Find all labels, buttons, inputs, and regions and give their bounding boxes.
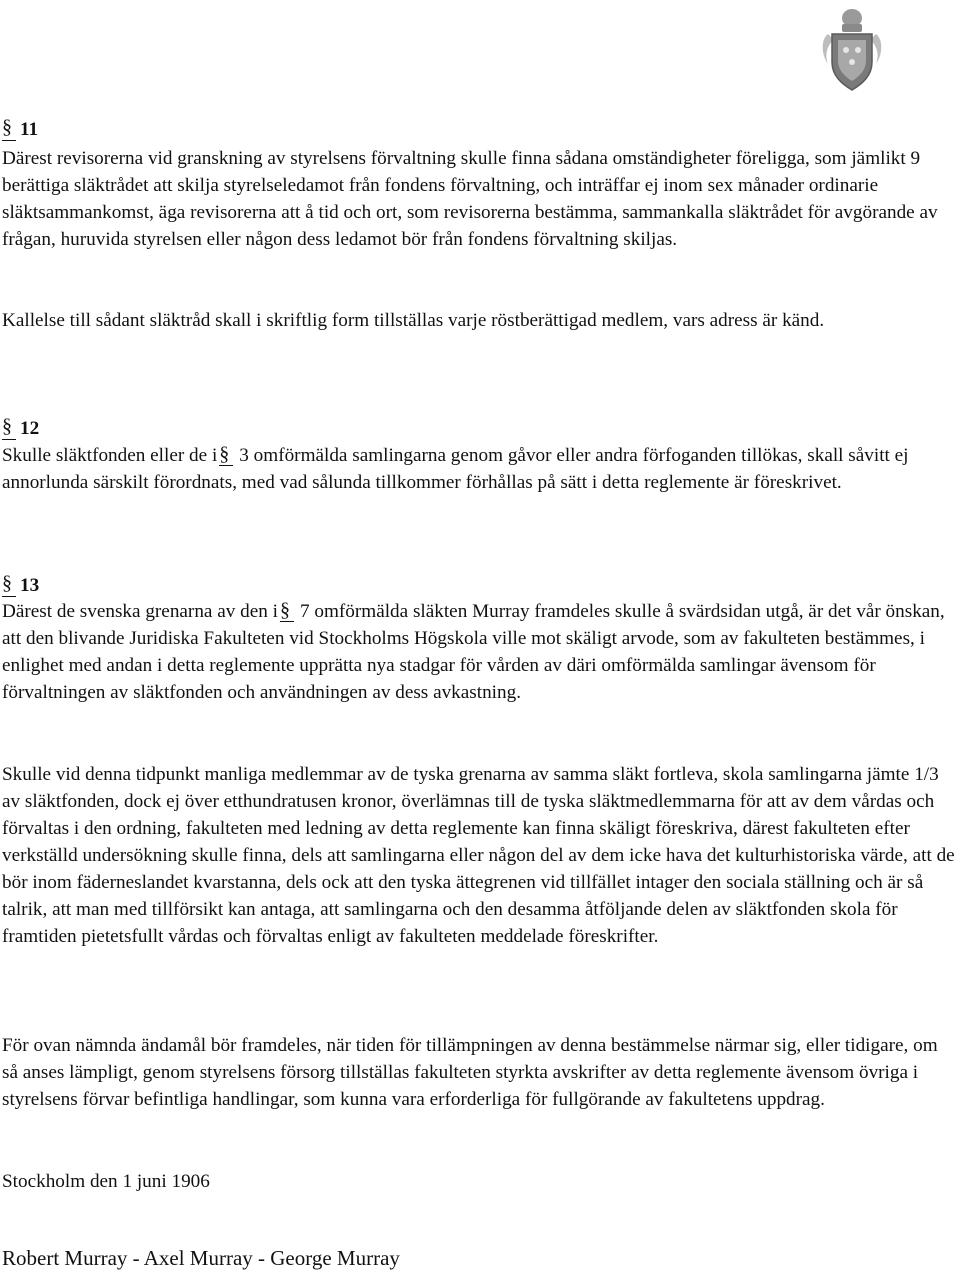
section-13-paragraph-1 bbox=[2, 598, 958, 706]
section-sign-icon bbox=[2, 117, 16, 139]
section-sign-icon bbox=[219, 445, 233, 465]
section-12-paragraph-1 bbox=[2, 442, 958, 496]
section-12-text-before: Skulle släktfonden eller de i bbox=[2, 445, 218, 466]
section-heading-13: §13 bbox=[2, 572, 39, 599]
section-12-text-after: 3 omförmälda samlingarna genom gåvor eller andra förfoganden tillökas, skall såvitt ej annorlunda särskilt förordnats, med vad sålunda tillkommer förhållas på sätt i detta reglemente är föreskrivet. bbox=[2, 445, 909, 493]
section-11-paragraph-2: Kallelse till sådant släktråd skall i skriftlig form tillställas varje röstberättigad medlem, vars adress är känd. bbox=[2, 310, 825, 331]
section-13-text-after: 7 omförmälda släkten Murray framdeles skulle å svärdsidan utgå, är det vår önskan, att den blivande Juridiska Fakulteten vid Stockholms Högskola ville mot skäligt arvode, som av fakulteten bestämmes, i enlighet med andan i detta reglemente upprätta nya stadgar för vården av däri omförmälda samlingar ävensom för förvaltningen av släktfonden och användningen av dess avkastning. bbox=[2, 601, 945, 703]
section-11-paragraph-1: Därest revisorerna vid granskning av styrelsens förvaltning skulle finna sådana omständigheter föreligga, som jämlikt 9 berättiga släktrådet att skilja styrelseledamot från fondens förvaltning, och inträffar ej inom sex månader ordinarie släktsammankomst, äga revisorerna att å tid och ort, som revisorerna bestämma, sammankalla släktrådet för avgörande av frågan, huruvida styrelsen eller någon dess ledamot bör från fondens förvaltning skiljas. bbox=[2, 148, 938, 250]
section-heading-12: §12 bbox=[2, 415, 39, 442]
section-13-paragraph-2: Skulle vid denna tidpunkt manliga medlemmar av de tyska grenarna av samma släkt fortleva, skola samlingarna jämte 1/3 av släktfonden, dock ej över etthundratusen kronor, överlämnas till de tyska släktmedlemmarna för att av dem vårdas och förvaltas i den ordning, fakulteten med ledning av detta reglemente kan finna skäligt föreskriva, därest fakulteten efter verkställd undersökning skulle finna, dels att samlingarna eller någon del av dem icke hava det kulturhistoriska värde, att de bör inom fäderneslandet kvarstanna, dels ock att den tyska ättegrenen vid tillfället intager den sociala ställning och är så talrik, att man med tillförsikt kan antaga, att samlingarna och den desamma åtföljande delen av släktfonden skola för framtiden pietetsfullt vårdas och förvaltas enligt av fakulteten meddelade föreskrifter. bbox=[2, 764, 955, 947]
section-sign-icon bbox=[280, 601, 294, 621]
section-sign-icon bbox=[2, 416, 16, 438]
place-date: Stockholm den 1 juni 1906 bbox=[2, 1171, 210, 1192]
section-13-paragraph-3: För ovan nämnda ändamål bör framdeles, när tiden för tillämpningen av denna bestämmelse närmar sig, eller tidigare, om så anses lämpligt, genom styrelsens försorg tillställas fakulteten styrkta avskrifter av detta reglemente ävensom övriga i styrelsens förvar befintliga handlingar, som kunna vara erforderliga för fullgörande av fakultetens uppdrag. bbox=[2, 1035, 938, 1110]
section-13-text-before: Därest de svenska grenarna av den i bbox=[2, 601, 278, 622]
signatures: Robert Murray - Axel Murray - George Murray bbox=[2, 1246, 400, 1270]
section-sign-icon bbox=[2, 573, 16, 595]
coat-of-arms-icon bbox=[818, 4, 886, 92]
section-heading-11: §11 bbox=[2, 116, 38, 143]
